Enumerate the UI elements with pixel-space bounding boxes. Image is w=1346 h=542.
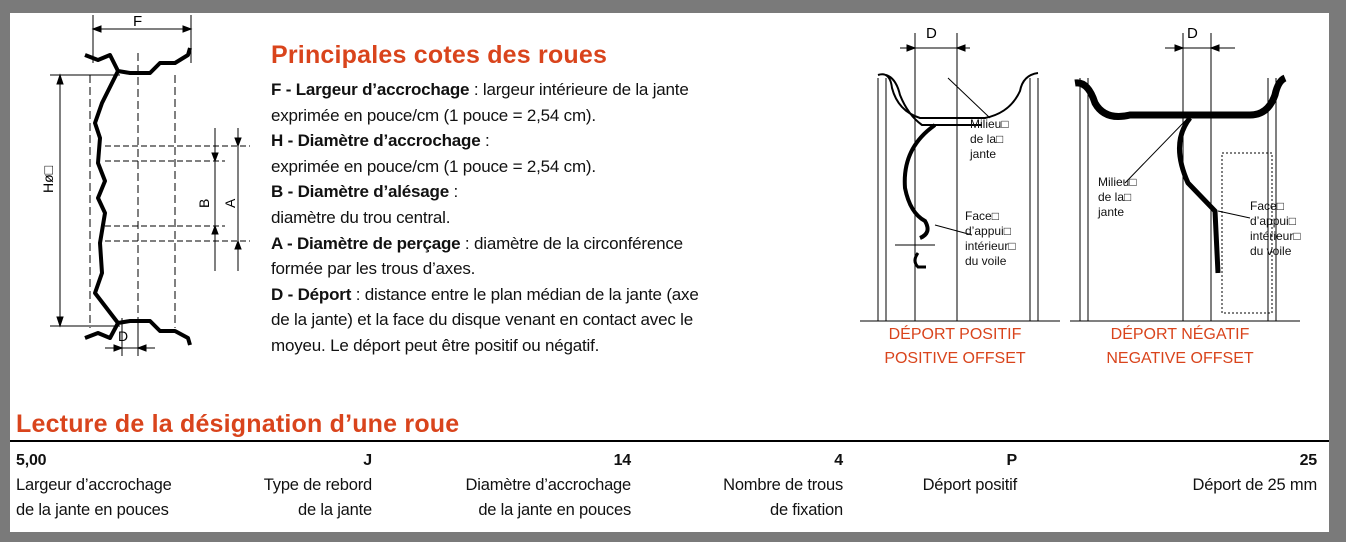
dimensions-description <box>271 77 751 359</box>
negative-offset-caption <box>1085 323 1275 371</box>
item-d-line2: de la jante) et la face du disque venant en contact avec le <box>271 310 693 330</box>
neg-face-l1: Face□ <box>1250 199 1284 213</box>
neg-milieu-label <box>1098 175 1137 220</box>
item-f: F - Largeur d’accrochage : largeur intérieure de la jante <box>271 80 689 99</box>
positive-offset-caption <box>860 323 1050 371</box>
neg-caption-en: NEGATIVE OFFSET <box>1106 350 1254 367</box>
dim-label-f: F <box>133 13 143 30</box>
pos-face-l4: du voile <box>965 254 1007 268</box>
designation-col-offset-type <box>860 448 1017 498</box>
dim-label-a: A <box>222 198 238 208</box>
page <box>10 13 1329 532</box>
item-h: H - Diamètre d’accrochage : <box>271 131 490 151</box>
designation-label-l2: de la jante en pouces <box>478 501 631 519</box>
item-f-line2: exprimée en pouce/cm (1 pouce = 2,54 cm). <box>271 105 596 125</box>
designation-col-rim-type <box>210 448 372 523</box>
pos-milieu-label <box>970 117 1009 162</box>
neg-face-label <box>1250 199 1301 259</box>
item-b: B - Diamètre d’alésage : <box>271 182 458 202</box>
designation-label-l1: Déport positif <box>922 476 1017 494</box>
item-d: D - Déport : distance entre le plan médian de la jante (axe <box>271 284 699 304</box>
neg-face-l3: intérieur□ <box>1250 229 1301 243</box>
pos-milieu-l3: jante <box>970 147 997 161</box>
dim-label-d: D <box>118 328 129 344</box>
item-h-line2: exprimée en pouce/cm (1 pouce = 2,54 cm). <box>271 156 596 176</box>
item-b-line2: diamètre du trou central. <box>271 207 451 227</box>
rim-dimension-diagram <box>10 13 270 373</box>
designation-col-width <box>16 448 236 523</box>
pos-dim-label-d: D <box>926 25 937 42</box>
designation-col-offset-value <box>1070 448 1317 498</box>
item-d-line3: moyeu. Le déport peut être positif ou négatif. <box>271 335 600 355</box>
pos-milieu-l1: Milieu□ <box>970 117 1009 131</box>
designation-col-holes <box>650 448 843 523</box>
pos-face-l1: Face□ <box>965 209 999 223</box>
designation-value: 4 <box>834 452 843 469</box>
neg-milieu-l2: de la□ <box>1098 190 1132 204</box>
designation-label-l2: de la jante en pouces <box>16 501 169 519</box>
neg-face-l2: d’appui□ <box>1250 214 1296 228</box>
section-title-dimensions: Principales cotes des roues <box>271 41 608 69</box>
designation-value: J <box>363 452 372 469</box>
designation-label-l1: Largeur d’accrochage <box>16 476 172 494</box>
designation-label-l1: Nombre de trous <box>723 476 843 494</box>
neg-face-l4: du voile <box>1250 244 1292 258</box>
positive-offset-diagram <box>860 23 1060 333</box>
pos-face-label <box>965 209 1016 269</box>
pos-caption-en: POSITIVE OFFSET <box>884 350 1026 367</box>
pos-caption-fr: DÉPORT POSITIF <box>888 326 1022 343</box>
neg-dim-label-d: D <box>1187 25 1198 42</box>
designation-col-diameter <box>410 448 631 523</box>
square-icon: □ <box>40 165 56 175</box>
designation-label-l1: Déport de 25 mm <box>1192 476 1317 494</box>
neg-milieu-l1: Milieu□ <box>1098 175 1137 189</box>
pos-milieu-l2: de la□ <box>970 132 1004 146</box>
designation-label-l1: Type de rebord <box>263 476 372 494</box>
neg-milieu-l3: jante <box>1098 205 1125 219</box>
dim-label-h-text: Hø <box>40 174 56 193</box>
section-title-designation: Lecture de la désignation d’une roue <box>16 410 460 438</box>
item-a: A - Diamètre de perçage : diamètre de la circonférence <box>271 233 683 253</box>
item-a-line2: formée par les trous d’axes. <box>271 259 476 279</box>
dim-label-h <box>40 166 56 193</box>
designation-value: 5,00 <box>16 452 47 469</box>
neg-caption-fr: DÉPORT NÉGATIF <box>1110 326 1250 343</box>
designation-value: P <box>1006 452 1017 469</box>
designation-label-l2: de fixation <box>769 501 843 519</box>
designation-label-l1: Diamètre d’accrochage <box>465 476 631 494</box>
designation-value: 14 <box>613 452 631 469</box>
pos-face-l2: d’appui□ <box>965 224 1011 238</box>
dim-label-b: B <box>196 198 212 208</box>
designation-label-l2: de la jante <box>298 501 372 519</box>
pos-face-l3: intérieur□ <box>965 239 1016 253</box>
section-divider <box>10 440 1329 442</box>
designation-value: 25 <box>1299 452 1317 469</box>
